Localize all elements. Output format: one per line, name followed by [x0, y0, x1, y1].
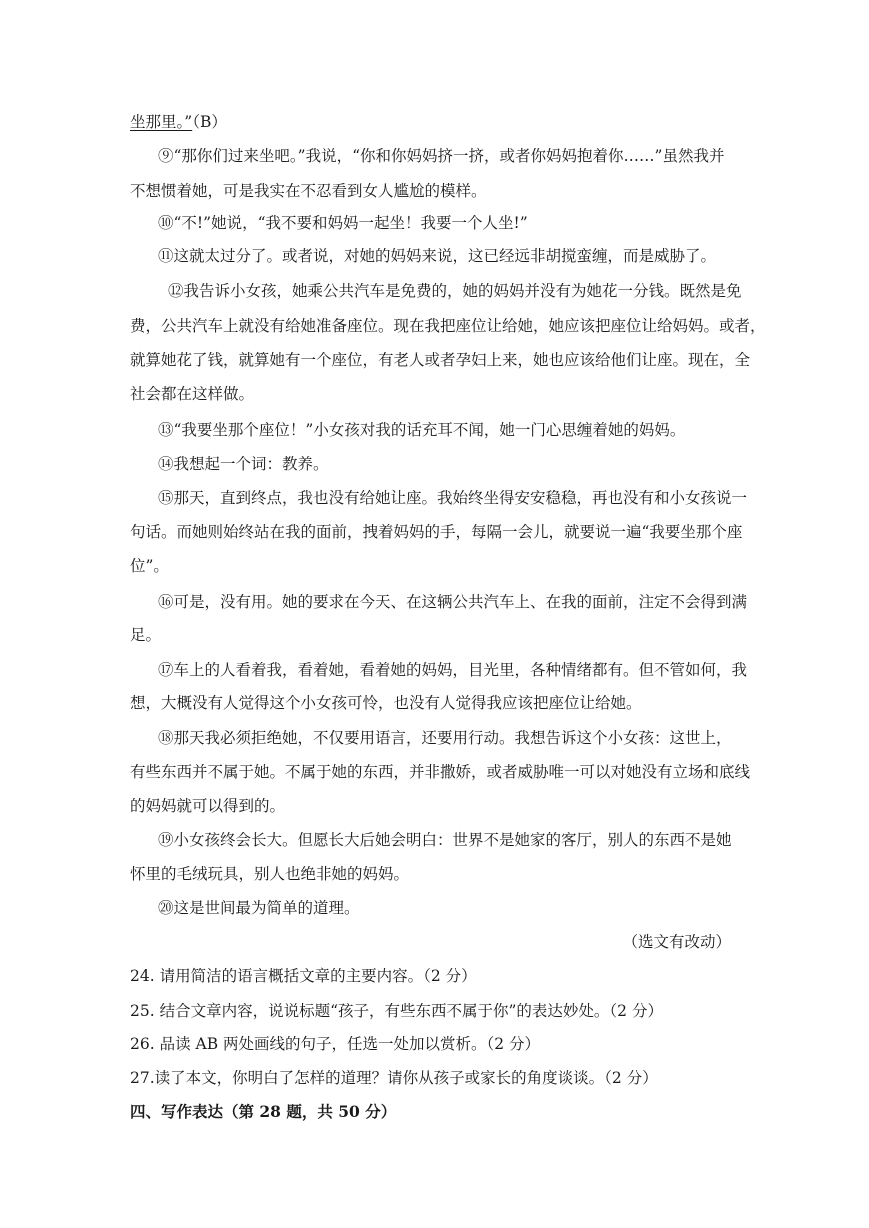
- paragraph-20: ⑳这是世间最为简单的道理。: [158, 899, 360, 917]
- paragraph-9-line-2: 不想惯着她，可是我实在不忍看到女人尴尬的模样。: [130, 182, 487, 200]
- paragraph-11: ⑪这就太过分了。或者说，对她的妈妈来说，这已经远非胡搅蛮缠，而是威胁了。: [158, 247, 717, 265]
- paragraph-18-line-2: 有些东西并不属于她。不属于她的东西，并非撒娇，或者威胁唯一可以对她没有立场和底线: [130, 763, 751, 781]
- paragraph-16-line-2: 足。: [130, 626, 162, 644]
- paragraph-13: ⑬“我要坐那个座位！”小女孩对我的话充耳不闻，她一门心思缠着她的妈妈。: [158, 421, 686, 439]
- paragraph-18-line-1: ⑱那天我必须拒绝她，不仅要用语言，还要用行动。我想告诉这个小女孩：这世上，: [158, 729, 732, 747]
- paragraph-9-line-1: ⑨“那你们过来坐吧。”我说，“你和你妈妈挤一挤，或者你妈妈抱着你……”虽然我并: [158, 147, 725, 165]
- paragraph-15-line-2: 句话。而她则始终站在我的面前，拽着妈妈的手，每隔一会儿，就要说一遍“我要坐那个座: [130, 523, 743, 541]
- paragraph-14: ⑭我想起一个词：教养。: [158, 455, 329, 473]
- question-24: 24. 请用简洁的语言概括文章的主要内容。（2 分）: [130, 967, 477, 985]
- paragraph-12-line-3: 就算她花了钱，就算她有一个座位，有老人或者孕妇上来，她也应该给他们让座。现在，全: [130, 351, 751, 369]
- paragraph-10: ⑩“不!”她说，“我不要和妈妈一起坐！我要一个人坐!”: [158, 214, 528, 232]
- paragraph-8-tail: [130, 112, 227, 132]
- paragraph-15-line-1: ⑮那天，直到终点，我也没有给她让座。我始终坐得安安稳稳，再也没有和小女孩说一: [158, 489, 748, 507]
- paragraph-12-line-4: 社会都在这样做。: [130, 385, 255, 403]
- paragraph-18-line-3: 的妈妈就可以得到的。: [130, 797, 286, 815]
- source-note: （选文有改动）: [622, 933, 731, 951]
- question-25: 25. 结合文章内容，说说标题“孩子，有些东西不属于你”的表达妙处。（2 分）: [130, 1002, 663, 1020]
- marker-b: （B）: [192, 113, 227, 131]
- paragraph-19-line-2: 怀里的毛绒玩具，别人也绝非她的妈妈。: [130, 865, 410, 883]
- question-26: 26. 品读 AB 两处画线的句子，任选一处加以赏析。（2 分）: [130, 1035, 541, 1053]
- underlined-sentence-b: 坐那里。”: [130, 113, 193, 131]
- paragraph-17-line-2: 想，大概没有人觉得这个小女孩可怜，也没有人觉得我应该把座位让给她。: [130, 694, 642, 712]
- paragraph-17-line-1: ⑰车上的人看着我，看着她，看着她的妈妈，目光里，各种情绪都有。但不管如何，我: [158, 661, 748, 679]
- section-heading-writing: 四、写作表达（第 28 题，共 50 分）: [130, 1102, 397, 1121]
- paragraph-15-line-3: 位”。: [130, 557, 169, 575]
- paragraph-19-line-1: ⑲小女孩终会长大。但愿长大后她会明白：世界不是她家的客厅，别人的东西不是她: [158, 831, 732, 849]
- paragraph-12-line-1: ⑫我告诉小女孩，她乘公共汽车是免费的，她的妈妈并没有为她花一分钱。既然是免: [168, 282, 742, 300]
- question-27: 27.读了本文，你明白了怎样的道理？请你从孩子或家长的角度谈谈。（2 分）: [130, 1069, 658, 1087]
- paragraph-12-line-2: 费，公共汽车上就没有给她准备座位。现在我把座位让给她，她应该把座位让给妈妈。或者，: [130, 317, 766, 335]
- paragraph-16-line-1: ⑯可是，没有用。她的要求在今天、在这辆公共汽车上、在我的面前，注定不会得到满: [158, 593, 748, 611]
